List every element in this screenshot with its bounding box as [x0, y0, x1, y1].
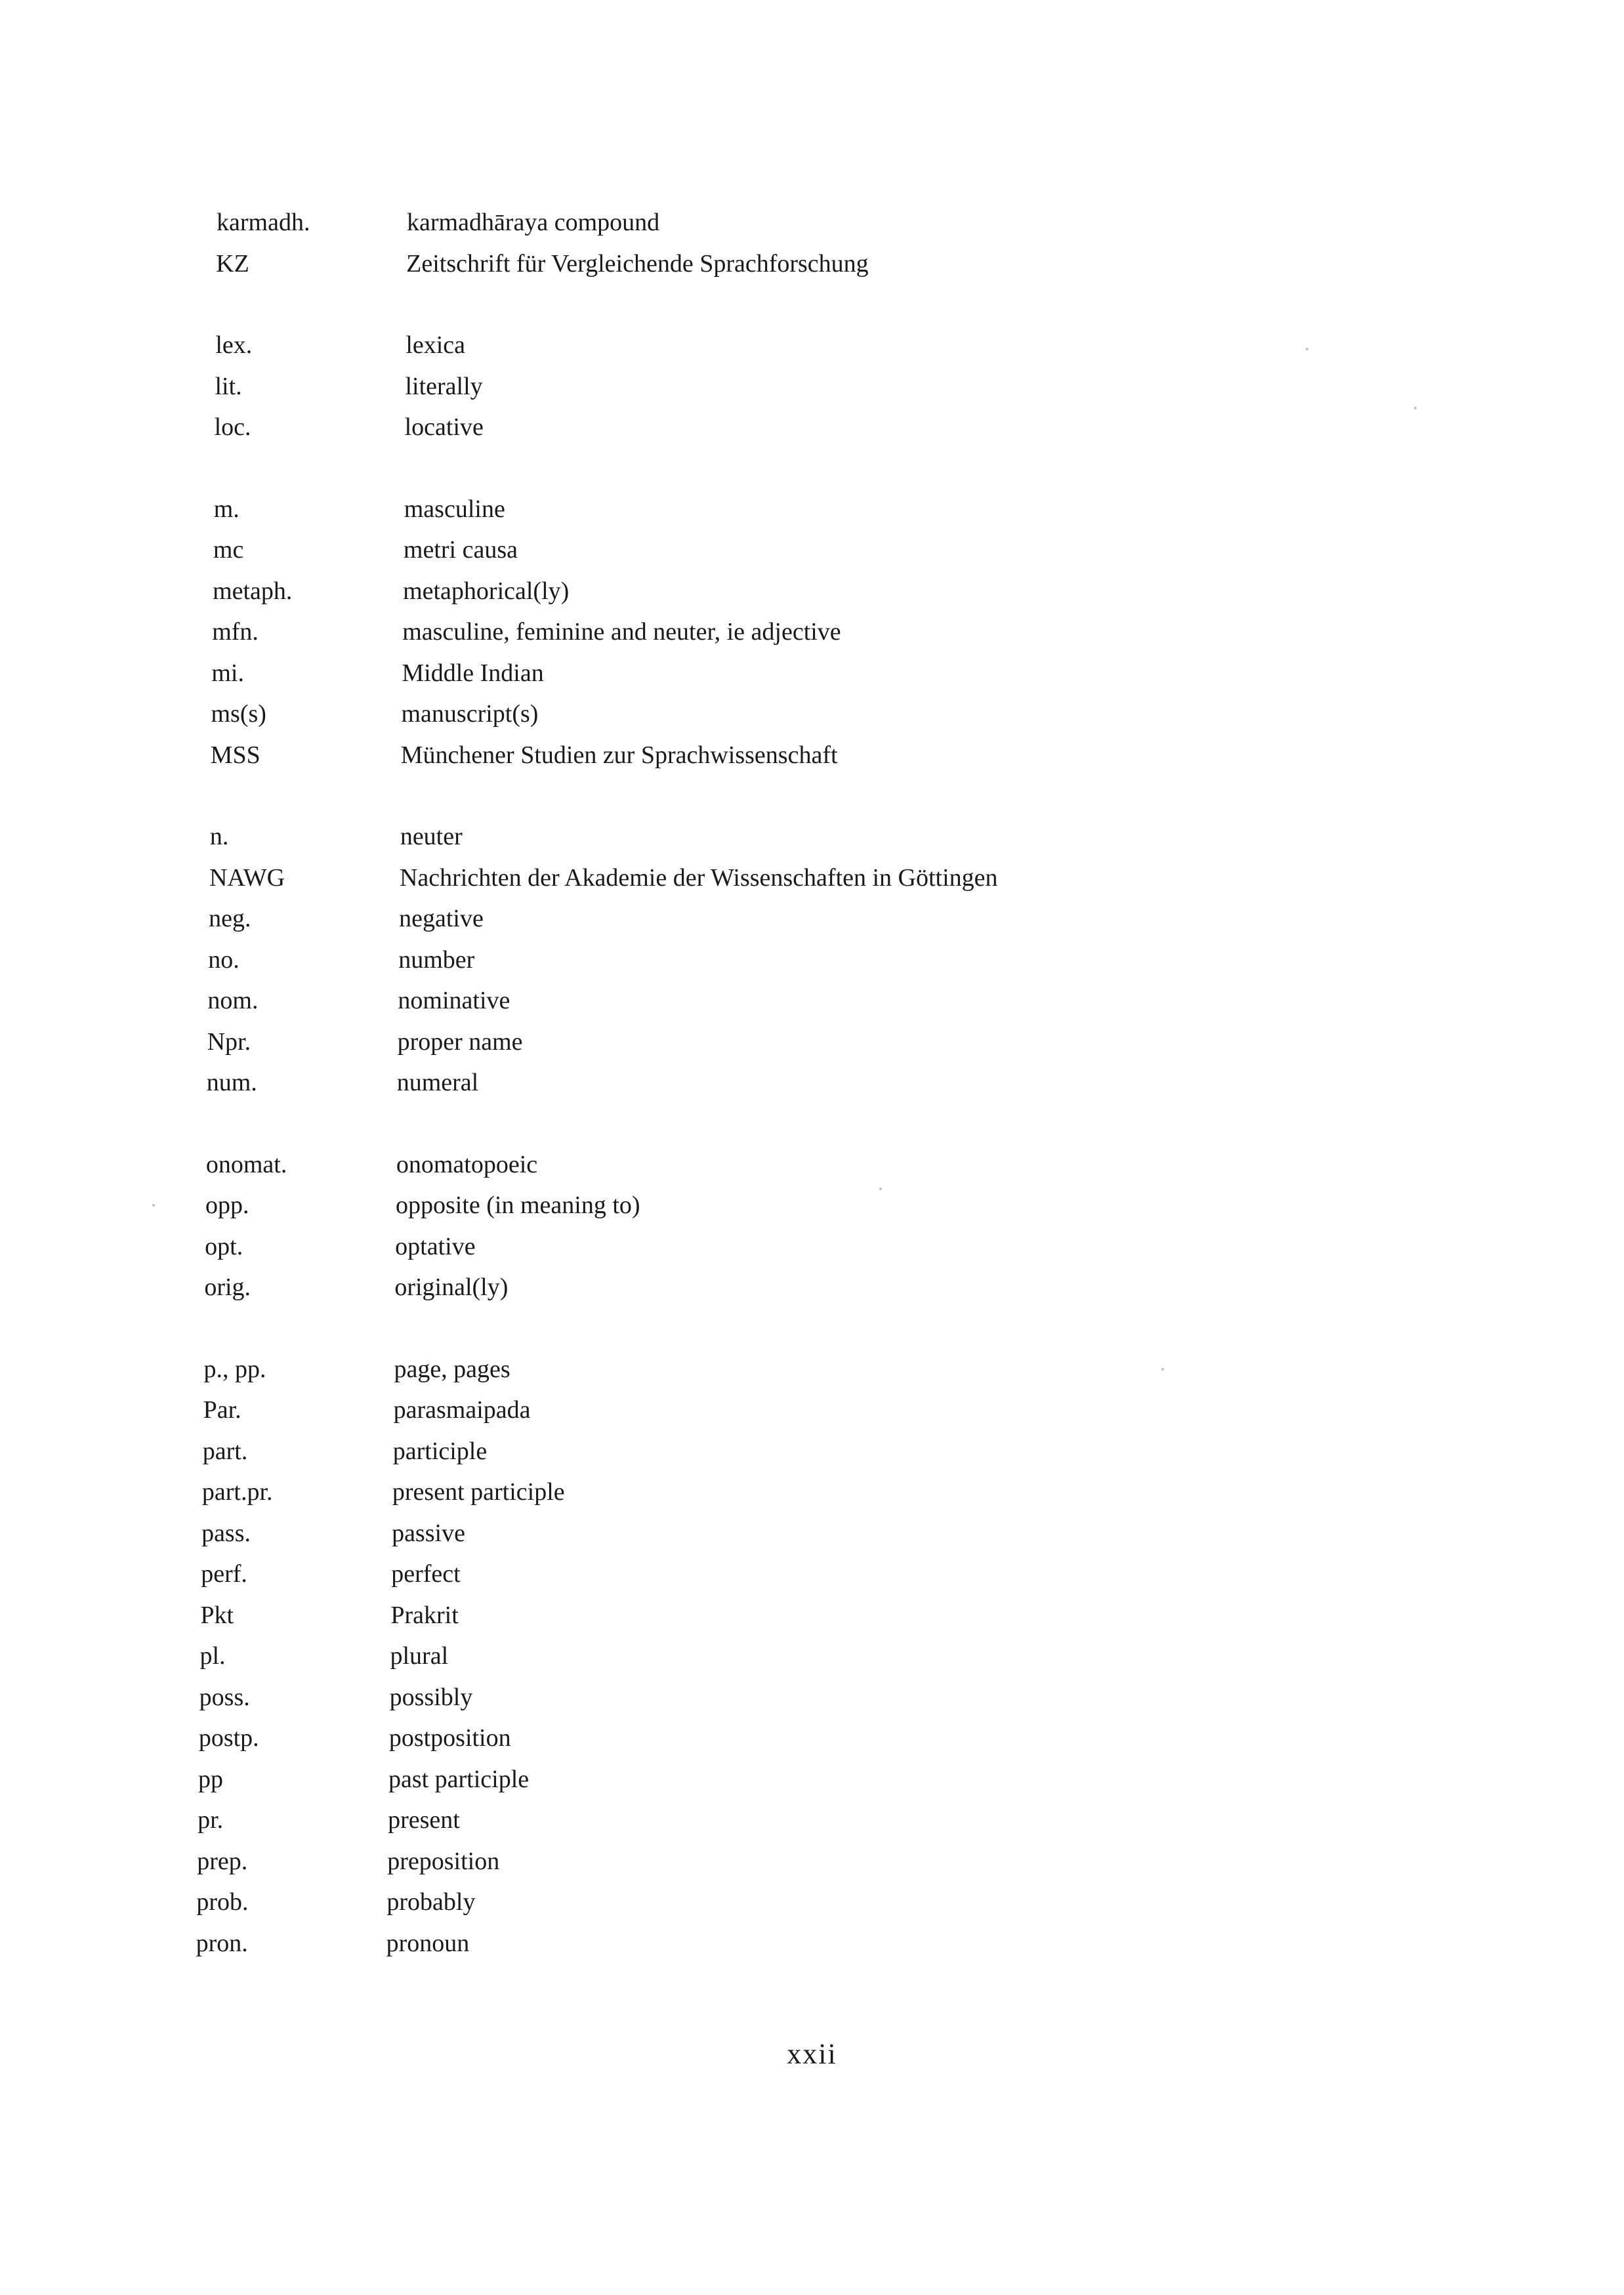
- abbreviation-meaning: postposition: [388, 1724, 511, 1752]
- abbreviation-meaning: possibly: [389, 1683, 473, 1711]
- abbreviation-meaning: locative: [404, 413, 484, 441]
- abbreviation-meaning: lexica: [406, 331, 466, 359]
- abbreviation: pass.: [201, 1519, 251, 1547]
- page-number: xxii: [787, 2038, 837, 2070]
- abbreviation-meaning: parasmaipada: [393, 1396, 531, 1424]
- abbreviation-entry: [203, 1349, 1463, 1390]
- abbreviation-entry: [205, 1226, 1463, 1268]
- entry-group: [196, 1349, 1463, 1964]
- abbreviation-entry: [216, 243, 1463, 285]
- scan-speck: [1306, 348, 1308, 350]
- abbreviation-meaning: original(ly): [394, 1273, 509, 1301]
- abbreviation-meaning: perfect: [391, 1560, 461, 1588]
- abbreviation-entry: [198, 1759, 1463, 1800]
- abbreviation: prep.: [197, 1847, 248, 1875]
- abbreviation-entry: [211, 653, 1463, 694]
- abbreviation-entry: [199, 1718, 1463, 1759]
- abbreviation-entry: [208, 940, 1463, 981]
- abbreviation-meaning: Nachrichten der Akademie der Wissenschaften in Göttingen: [399, 863, 998, 892]
- abbreviation: MSS: [210, 741, 260, 769]
- abbreviation-meaning: karmadhāraya compound: [407, 209, 660, 236]
- abbreviation-meaning: past participle: [388, 1765, 530, 1793]
- abbreviation: Npr.: [207, 1027, 251, 1056]
- abbreviation-entry: [207, 1062, 1463, 1104]
- abbreviation-list: [196, 202, 1463, 2004]
- abbreviation-entry: [211, 693, 1464, 735]
- scan-speck: [1414, 407, 1417, 409]
- abbreviation: ms(s): [211, 700, 266, 728]
- entry-group: [217, 202, 1463, 284]
- abbreviation: lex.: [215, 331, 253, 359]
- abbreviation-meaning: page, pages: [394, 1355, 510, 1383]
- abbreviation-meaning: metaphorical(ly): [403, 577, 570, 605]
- abbreviation-meaning: Prakrit: [390, 1601, 459, 1629]
- abbreviation-meaning: proper name: [397, 1027, 523, 1056]
- abbreviation: karmadh.: [217, 209, 310, 236]
- abbreviation: postp.: [198, 1724, 259, 1752]
- entry-group: [206, 816, 1463, 1104]
- abbreviation-entry: [209, 858, 1463, 899]
- abbreviation-meaning: Zeitschrift für Vergleichende Sprachforschung: [406, 249, 869, 278]
- abbreviation: opt.: [205, 1232, 243, 1260]
- abbreviation-meaning: pronoun: [386, 1929, 470, 1957]
- abbreviation: mi.: [211, 659, 244, 687]
- abbreviation-entry: [217, 202, 1463, 243]
- abbreviation-entry: [201, 1513, 1463, 1554]
- abbreviation: Pkt: [200, 1601, 234, 1629]
- abbreviation-entry: [201, 1554, 1463, 1595]
- abbreviation: NAWG: [209, 863, 285, 892]
- abbreviation-meaning: optative: [395, 1232, 476, 1260]
- abbreviation-entry: [214, 489, 1463, 530]
- abbreviation-meaning: preposition: [387, 1847, 500, 1875]
- abbreviation-entry: [212, 611, 1463, 653]
- scan-speck: [879, 1188, 882, 1190]
- abbreviation: no.: [208, 945, 239, 974]
- abbreviation: part.pr.: [201, 1478, 273, 1506]
- abbreviation-meaning: present participle: [392, 1478, 565, 1506]
- abbreviation-entry: [196, 1923, 1463, 1964]
- abbreviation-meaning: probably: [386, 1888, 476, 1916]
- abbreviation: n.: [209, 823, 229, 850]
- abbreviation-entry: [213, 529, 1463, 571]
- abbreviation-meaning: numeral: [396, 1069, 479, 1096]
- entry-group: [210, 489, 1463, 776]
- abbreviation: m.: [213, 495, 239, 523]
- abbreviation-meaning: Middle Indian: [402, 659, 544, 687]
- abbreviation-meaning: neuter: [400, 823, 463, 850]
- abbreviation-meaning: Münchener Studien zur Sprachwissenschaft: [400, 741, 838, 769]
- abbreviation-entry: [210, 816, 1463, 858]
- abbreviation-entry: [211, 735, 1463, 776]
- abbreviation: pp: [198, 1765, 223, 1793]
- abbreviation-entry: [202, 1472, 1463, 1513]
- abbreviation: perf.: [201, 1560, 247, 1588]
- abbreviation: mc: [213, 536, 244, 564]
- abbreviation-entry: [207, 980, 1463, 1022]
- abbreviation-meaning: participle: [392, 1437, 488, 1465]
- abbreviation-entry: [207, 1022, 1463, 1063]
- abbreviation-meaning: nominative: [398, 987, 510, 1014]
- abbreviation-meaning: plural: [390, 1642, 449, 1670]
- abbreviation-entry: [206, 1144, 1463, 1186]
- abbreviation-meaning: metri causa: [403, 536, 518, 564]
- abbreviation: KZ: [216, 249, 249, 278]
- abbreviation-meaning: literally: [405, 372, 483, 400]
- entry-group: [214, 325, 1463, 448]
- abbreviation-meaning: negative: [399, 905, 484, 932]
- abbreviation-entry: [197, 1841, 1463, 1882]
- abbreviation-entry: [196, 1882, 1463, 1923]
- abbreviation: opp.: [205, 1191, 249, 1219]
- scan-speck: [1161, 1368, 1164, 1371]
- abbreviation-meaning: opposite (in meaning to): [396, 1191, 640, 1219]
- abbreviation: pr.: [198, 1806, 224, 1834]
- abbreviation-meaning: manuscript(s): [401, 700, 539, 728]
- abbreviation: neg.: [209, 905, 251, 932]
- abbreviation-entry: [205, 1185, 1463, 1226]
- abbreviation-entry: [215, 366, 1463, 407]
- abbreviation: lit.: [215, 372, 242, 400]
- abbreviation-entry: [198, 1800, 1463, 1841]
- abbreviation-entry: [203, 1431, 1463, 1472]
- abbreviation: nom.: [207, 987, 259, 1014]
- abbreviation-entry: [213, 571, 1463, 612]
- abbreviation: orig.: [204, 1273, 251, 1301]
- abbreviation: pl.: [199, 1642, 226, 1670]
- abbreviation-meaning: present: [388, 1806, 460, 1834]
- abbreviation: num.: [206, 1069, 257, 1096]
- abbreviation-meaning: onomatopoeic: [396, 1150, 538, 1178]
- abbreviation-meaning: passive: [392, 1519, 465, 1547]
- abbreviation-entry: [215, 325, 1463, 366]
- scan-speck: [152, 1204, 155, 1207]
- abbreviation-meaning: number: [398, 945, 475, 974]
- abbreviation: poss.: [199, 1683, 250, 1711]
- abbreviation-entry: [203, 1390, 1463, 1431]
- abbreviation: loc.: [214, 413, 251, 441]
- abbreviation-entry: [204, 1267, 1463, 1308]
- abbreviation-entry: [215, 407, 1463, 448]
- abbreviation: Par.: [203, 1396, 241, 1424]
- abbreviation: p., pp.: [203, 1355, 266, 1383]
- abbreviation-meaning: masculine, feminine and neuter, ie adjective: [402, 618, 841, 646]
- abbreviation: pron.: [196, 1929, 248, 1957]
- abbreviation-entry: [209, 898, 1463, 940]
- abbreviation: onomat.: [205, 1150, 287, 1178]
- abbreviation: mfn.: [212, 618, 259, 646]
- abbreviation-entry: [200, 1636, 1464, 1677]
- abbreviation-entry: [200, 1595, 1463, 1636]
- entry-group: [204, 1144, 1463, 1308]
- abbreviation: metaph.: [213, 577, 293, 605]
- abbreviation-meaning: masculine: [404, 495, 505, 523]
- abbreviation-entry: [199, 1677, 1463, 1718]
- abbreviation: part.: [202, 1437, 248, 1465]
- abbreviation: prob.: [196, 1888, 249, 1916]
